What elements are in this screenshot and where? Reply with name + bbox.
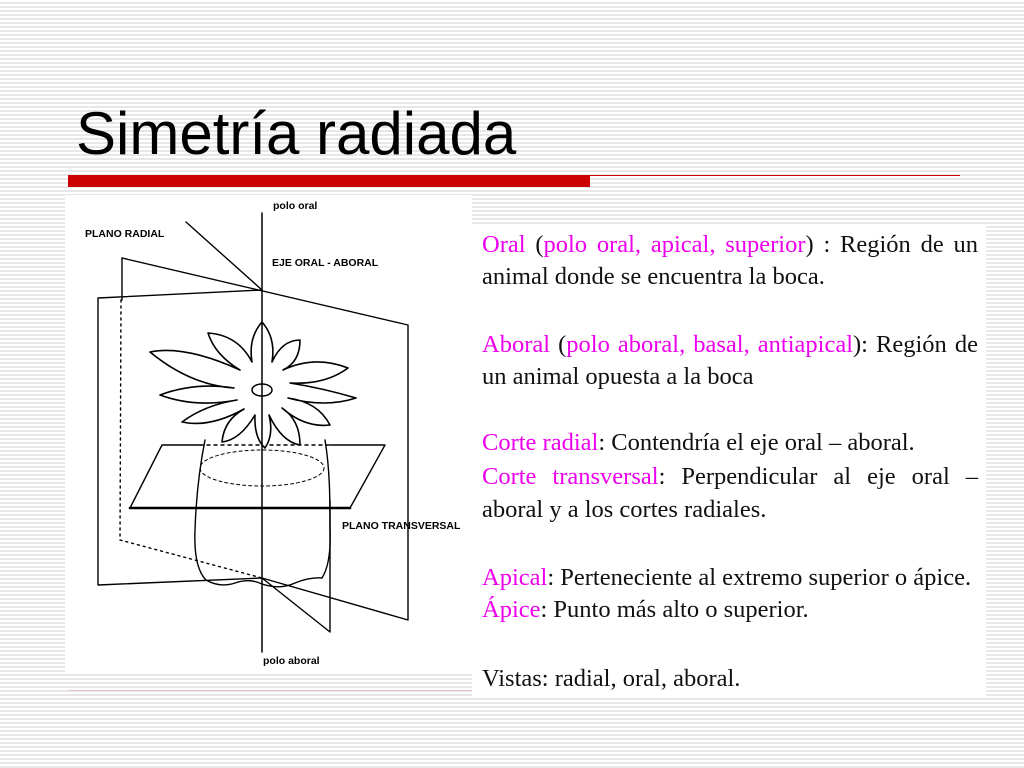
definitions-panel <box>472 226 986 697</box>
definition-corte-radial-text: : Contendría el eje oral – aboral. <box>598 429 915 456</box>
definition-vistas: Vistas: radial, oral, aboral. <box>482 665 741 692</box>
title-accent-bar <box>68 175 590 187</box>
title-accent-rule <box>590 175 960 176</box>
definition-oral-line-2: animal donde se encuentra la boca. <box>482 263 825 290</box>
definition-aboral-line-2: un animal opuesta a la boca <box>482 363 754 390</box>
term-apical: Apical <box>482 564 548 591</box>
term-oral-synonyms: polo oral, apical, superior <box>543 231 806 258</box>
definition-corte-radial <box>482 426 978 459</box>
radial-plane-front-hidden-edge <box>120 300 262 578</box>
radial-plane-oblique-lower-edge <box>262 500 330 632</box>
bottom-divider <box>68 690 472 691</box>
definition-aboral-text: ): Región de <box>853 331 978 358</box>
paren-open: ( <box>525 231 544 258</box>
paren-open: ( <box>550 331 567 358</box>
definition-apice <box>482 593 978 626</box>
definition-apical-text: : Perteneciente al extremo superior o ápice. <box>547 564 972 591</box>
label-plano-radial: PLANO RADIAL <box>85 228 165 240</box>
radial-symmetry-diagram <box>65 195 472 672</box>
tentacle-crown <box>150 322 356 448</box>
radial-plane-back-outline <box>98 290 262 585</box>
definition-oral-line-1 <box>482 228 978 261</box>
label-eje-oral-aboral: EJE ORAL - ABORAL <box>272 257 379 269</box>
definition-aboral-line-1 <box>482 328 978 361</box>
term-corte-radial: Corte radial <box>482 429 599 456</box>
term-corte-transversal: Corte transversal <box>482 463 659 490</box>
definition-corte-transversal-line-1 <box>482 460 978 493</box>
label-plano-transversal: PLANO TRANSVERSAL <box>342 520 461 532</box>
transversal-plane-outline <box>130 445 385 508</box>
term-oral: Oral <box>482 231 526 258</box>
term-apice: Ápice <box>482 596 541 623</box>
term-aboral: Aboral <box>482 331 551 358</box>
slide-title: Simetría radiada <box>76 100 517 167</box>
label-polo-aboral: polo aboral <box>263 655 320 667</box>
definition-oral-text: ) : Región de un <box>805 231 978 258</box>
symmetry-diagram-panel <box>65 195 472 672</box>
label-polo-oral: polo oral <box>273 200 318 212</box>
definition-apice-text: : Punto más alto o superior. <box>540 596 809 623</box>
radial-plane-oblique-top-edge <box>186 222 262 290</box>
definition-apical <box>482 561 978 594</box>
definition-corte-transversal-line-2: aboral y a los cortes radiales. <box>482 496 767 523</box>
term-aboral-synonyms: polo aboral, basal, antiapical <box>566 331 854 358</box>
definition-corte-transversal-text: : Perpendicular al eje oral – <box>658 463 978 490</box>
